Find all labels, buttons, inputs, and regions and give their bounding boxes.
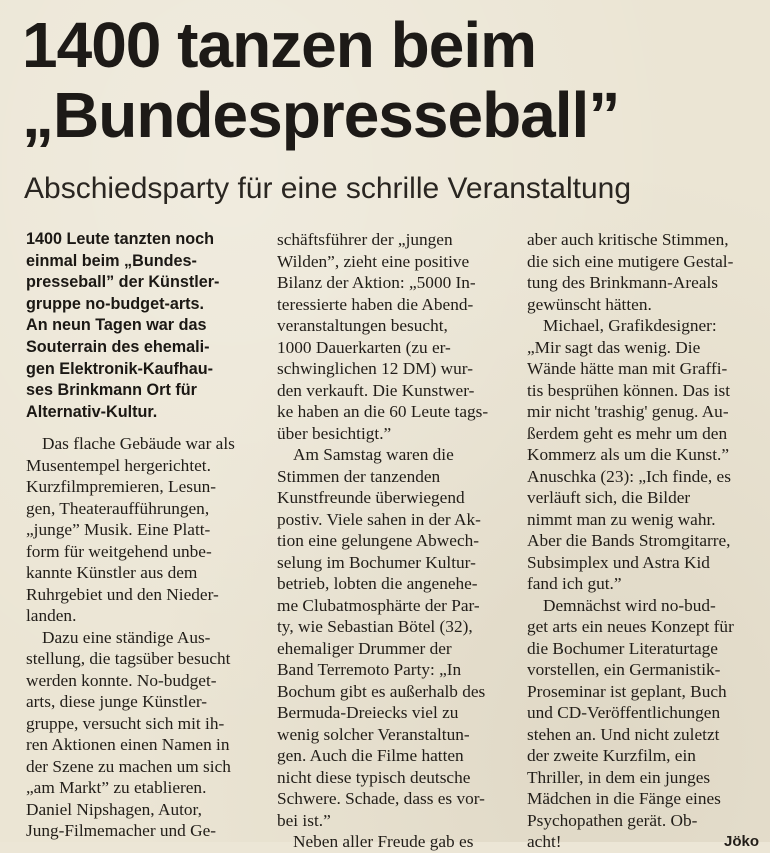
text-line: Jung-Filmemacher und Ge- bbox=[26, 821, 217, 841]
text-line: veranstaltungen besucht, bbox=[277, 316, 448, 335]
column-3-body bbox=[527, 229, 759, 853]
text-line: arts, diese junge Künstler- bbox=[26, 692, 208, 712]
text-line: landen. bbox=[26, 606, 77, 626]
text-line: werden konnte. No-budget- bbox=[26, 670, 217, 690]
column-1-body bbox=[26, 433, 258, 842]
text-line: gruppe, versucht sich mit ih- bbox=[26, 713, 225, 733]
text-line: aber auch kritische Stimmen, bbox=[527, 230, 729, 249]
text-line: Kunstfreunde überwiegend bbox=[277, 488, 465, 507]
text-line: Daniel Nipshagen, Autor, bbox=[26, 799, 202, 819]
text-line: Kurzfilmpremieren, Lesun- bbox=[26, 477, 217, 497]
text-line: get arts ein neues Konzept für bbox=[527, 617, 734, 636]
text-line: „am Markt” zu etablieren. bbox=[26, 778, 207, 798]
text-line: Bochum gibt es außerhalb des bbox=[277, 681, 486, 701]
text-line: der zweite Kurzfilm, ein bbox=[527, 746, 696, 765]
text-line: Kommerz als um die Kunst.” bbox=[527, 445, 730, 464]
text-line: fand ich gut.” bbox=[527, 574, 622, 593]
text-line: Thriller, in dem ein junges bbox=[527, 767, 711, 787]
text-line: Mädchen in die Fänge eines bbox=[527, 789, 721, 808]
text-line: gewünscht hätten. bbox=[527, 294, 652, 314]
text-line: postiv. Viele sahen in der Ak- bbox=[277, 509, 481, 529]
text-line: acht! Jöko bbox=[527, 832, 759, 851]
text-line: Alternativ-Kultur. bbox=[26, 402, 158, 421]
text-line: form für weitgehend unbe- bbox=[26, 541, 212, 561]
text-line: gruppe no-budget-arts. bbox=[26, 294, 205, 313]
text-line: Souterrain des ehemali- bbox=[26, 337, 210, 356]
text-line: tung des Brinkmann-Areals bbox=[527, 273, 719, 292]
article-column-2 bbox=[277, 229, 507, 853]
text-line: presseball” der Künstler- bbox=[26, 273, 220, 292]
text-line: Proseminar ist geplant, Buch bbox=[527, 681, 727, 701]
text-line: Aber die Bands Stromgitarre, bbox=[527, 531, 731, 550]
text-line: gen. Auch die Filme hatten bbox=[277, 746, 464, 765]
text-line: tis besprühen können. Das ist bbox=[527, 380, 731, 400]
text-line: selung im Bochumer Kultur- bbox=[277, 552, 476, 572]
text-line: stellung, die tagsüber besucht bbox=[26, 649, 231, 669]
text-line: tion eine gelungene Abwech- bbox=[277, 531, 480, 550]
text-line: ke haben an die 60 Leute tags- bbox=[277, 402, 489, 421]
text-line: über besichtigt.” bbox=[277, 423, 392, 443]
text-line: Dazu eine ständige Aus- bbox=[42, 627, 211, 647]
text-line: nicht diese typisch deutsche bbox=[277, 767, 471, 787]
text-line: gen, Theateraufführungen, bbox=[26, 498, 210, 518]
text-line: bei ist.” bbox=[277, 810, 331, 830]
text-line: Am Samstag waren die bbox=[293, 445, 454, 464]
text-line: Band Terremoto Party: „In bbox=[277, 660, 462, 679]
text-line: ehemaliger Drummer der bbox=[277, 638, 452, 658]
text-line: den verkauft. Die Kunstwer- bbox=[277, 380, 475, 400]
text-line: Anuschka (23): „Ich finde, es bbox=[527, 466, 731, 486]
text-line: nimmt man zu wenig wahr. bbox=[527, 509, 716, 529]
text-line: der Szene zu machen um sich bbox=[26, 756, 231, 776]
text-line: und CD-Veröffentlichungen bbox=[527, 703, 721, 722]
lede-paragraph bbox=[26, 229, 258, 423]
text-line: An neun Tagen war das bbox=[26, 316, 207, 335]
text-line: betrieb, lobten die angenehe- bbox=[277, 574, 478, 593]
text-line: Subsimplex und Astra Kid bbox=[527, 552, 710, 572]
text-line: Stimmen der tanzenden bbox=[277, 466, 441, 486]
text-line: stehen an. Und nicht zuletzt bbox=[527, 724, 720, 744]
text-line: ßerdem geht es mehr um den bbox=[527, 423, 728, 443]
text-line: die sich eine mutigere Gestal- bbox=[527, 251, 734, 271]
text-line: mir nicht 'trashig' genug. Au- bbox=[527, 402, 729, 421]
text-line: ty, wie Sebastian Bötel (32), bbox=[277, 617, 473, 636]
text-line: me Clubatmosphärte der Par- bbox=[277, 595, 480, 615]
text-line: schwinglichen 12 DM) wur- bbox=[277, 359, 473, 378]
text-line: kannte Künstler aus dem bbox=[26, 563, 198, 583]
text-line: die Bochumer Literaturtage bbox=[527, 638, 718, 658]
text-line: vorstellen, ein Germanistik- bbox=[527, 660, 721, 679]
text-line: Schwere. Schade, dass es vor- bbox=[277, 789, 485, 808]
text-line: Bermuda-Dreiecks viel zu bbox=[277, 703, 459, 722]
text-line: Musentempel hergerichtet. bbox=[26, 455, 211, 475]
author-byline: Jöko bbox=[723, 833, 759, 850]
text-line: einmal beim „Bundes- bbox=[26, 251, 197, 270]
text-line: wenig solcher Veranstaltun- bbox=[277, 724, 470, 744]
text-line: ren Aktionen einen Namen in bbox=[26, 735, 230, 755]
headline-line: „Bundespresseball” bbox=[22, 79, 620, 151]
text-line: „junge” Musik. Eine Platt- bbox=[26, 520, 211, 540]
text-line: ses Brinkmann Ort für bbox=[26, 381, 197, 400]
text-line: Wände hätte man mit Graffi- bbox=[527, 359, 728, 378]
article-column-3 bbox=[527, 229, 759, 853]
subheadline: Abschiedsparty für eine schrille Veranstaltung bbox=[24, 172, 632, 205]
text-line: Das flache Gebäude war als bbox=[42, 434, 235, 454]
text-line: Wilden”, zieht eine positive bbox=[277, 251, 470, 271]
headline-line: 1400 tanzen beim bbox=[22, 9, 536, 81]
text-line: Michael, Grafikdesigner: bbox=[543, 316, 717, 335]
text-line: teressierte haben die Abend- bbox=[277, 294, 474, 314]
text-line: Psychopathen gerät. Ob- bbox=[527, 810, 698, 830]
headline bbox=[22, 10, 762, 150]
text-line: 1400 Leute tanzten noch bbox=[26, 230, 214, 248]
article-column-1 bbox=[26, 229, 258, 842]
text-line: 1000 Dauerkarten (zu er- bbox=[277, 337, 451, 357]
text-line: „Mir sagt das wenig. Die bbox=[527, 337, 701, 357]
text-line: schäftsführer der „jungen bbox=[277, 230, 453, 249]
text-line: Bilanz der Aktion: „5000 In- bbox=[277, 273, 476, 292]
text-line: Ruhrgebiet und den Nieder- bbox=[26, 584, 219, 604]
text-line: gen Elektronik-Kaufhau- bbox=[26, 359, 214, 378]
column-2-body bbox=[277, 229, 507, 853]
text-line: Neben aller Freude gab es bbox=[293, 832, 474, 851]
text-line: Demnächst wird no-bud- bbox=[543, 595, 716, 615]
text-line: verläuft sich, die Bilder bbox=[527, 488, 691, 507]
